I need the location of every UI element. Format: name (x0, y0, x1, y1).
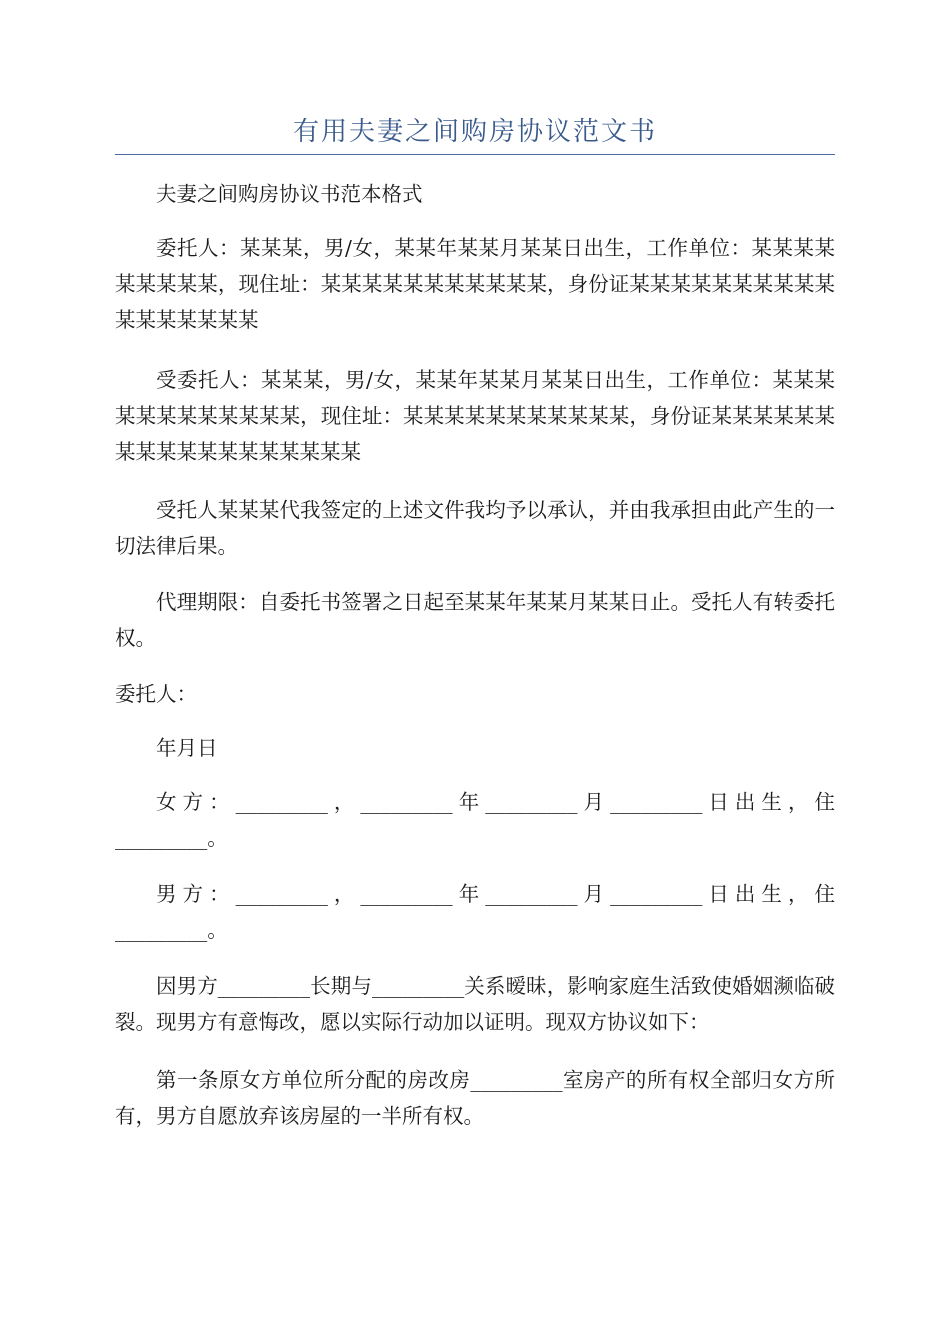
paragraph-husband: 男方：_________，_________年_________月_________日出生，住_________。 (115, 882, 835, 942)
paragraph-acknowledgement: 受托人某某某代我签定的上述文件我均予以承认，并由我承担由此产生的一切法律后果。 (115, 498, 835, 558)
paragraph-format-heading: 夫妻之间购房协议书范本格式 (156, 182, 423, 206)
document-title: 有用夫妻之间购房协议范文书 (292, 117, 657, 147)
paragraph-article-one: 第一条原女方单位所分配的房改房_________室房产的所有权全部归女方所有，男方自愿放弃该房屋的一半所有权。 (115, 1068, 835, 1128)
title-underline (115, 154, 835, 155)
paragraph-date: 年月日 (156, 736, 218, 760)
paragraph-wife: 女方：_________，_________年_________月_________日出生，住_________。 (115, 790, 835, 850)
paragraph-term: 代理期限：自委托书签署之日起至某某年某某月某某日止。受托人有转委托权。 (115, 590, 835, 650)
paragraph-principal: 委托人：某某某，男/女，某某年某某月某某日出生，工作单位：某某某某某某某某某，现住址：某某某某某某某某某某某，身份证某某某某某某某某某某某某某某某某某 (115, 236, 835, 332)
paragraph-reason: 因男方_________长期与_________关系暧昧，影响家庭生活致使婚姻濒临破裂。现男方有意悔改，愿以实际行动加以证明。现双方协议如下： (115, 974, 835, 1034)
paragraph-agent: 受委托人：某某某，男/女，某某年某某月某某日出生，工作单位：某某某某某某某某某某某某，现住址：某某某某某某某某某某某，身份证某某某某某某某某某某某某某某某某某某 (115, 368, 835, 464)
paragraph-principal-signature: 委托人： (115, 682, 197, 706)
